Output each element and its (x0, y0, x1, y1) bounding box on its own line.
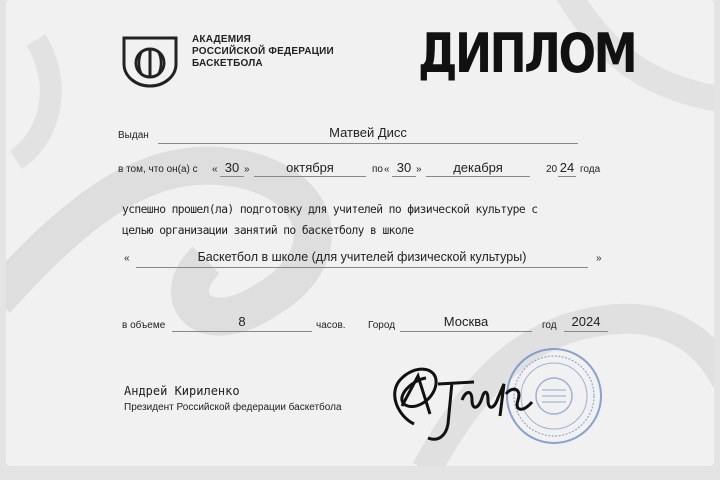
diploma-sheet (6, 0, 714, 466)
end-month-underline (426, 176, 530, 177)
city-value: Москва (443, 314, 489, 329)
year-detail-value: 2024 (571, 314, 601, 329)
org-line-3: БАСКЕТБОЛА (192, 58, 263, 69)
start-day-quote-open: « (212, 164, 218, 175)
year-label: года (580, 164, 601, 175)
period-prefix: в том, что он(а) с (118, 164, 198, 175)
recipient-name: Матвей Дисс (329, 125, 407, 140)
start-month: октября (286, 160, 334, 175)
start-day-underline (220, 176, 244, 177)
org-line-2: РОССИЙСКОЙ ФЕДЕРАЦИИ (192, 46, 334, 57)
end-day-underline (392, 176, 416, 177)
diploma-title: ДИПЛОМ (418, 22, 636, 85)
start-day: 30 (224, 160, 240, 175)
city-label: Город (368, 320, 396, 331)
year-suffix-underline (558, 176, 576, 177)
end-day-quote-open: « (384, 164, 390, 175)
program-name: Баскетбол в школе (для учителей физической культуры) (197, 250, 527, 264)
body-text-line-1: успешно прошел(ла) подготовку для учителей по физической культуре с (122, 203, 538, 216)
body-text-line-2: целью организации занятий по баскетболу в школе (122, 224, 414, 237)
start-day-quote-close: » (244, 164, 250, 175)
hours-underline (172, 331, 312, 332)
end-day: 30 (396, 160, 412, 175)
hours-value: 8 (238, 314, 246, 329)
organization-name (192, 34, 334, 70)
program-quote-open: « (124, 253, 130, 264)
issued-label: Выдан (118, 130, 149, 141)
end-month: декабря (453, 160, 503, 175)
recipient-underline (158, 143, 578, 144)
signer-role: Президент Российской федерации баскетбола (124, 402, 342, 413)
start-month-underline (254, 176, 366, 177)
year-prefix: 20 (546, 164, 558, 175)
org-line-1: АКАДЕМИЯ (192, 34, 252, 45)
signer-name: Андрей Кириленко (124, 384, 240, 398)
program-quote-close: » (596, 253, 602, 264)
year-detail-label: год (542, 320, 557, 331)
city-underline (400, 331, 532, 332)
hours-label: часов. (316, 320, 346, 331)
signature (378, 354, 538, 450)
year-suffix: 24 (559, 160, 575, 175)
to-label: по (372, 164, 383, 175)
basketball-academy-logo (120, 34, 180, 90)
program-underline (136, 267, 588, 268)
end-day-quote-close: » (416, 164, 422, 175)
volume-label: в объеме (122, 320, 166, 331)
year-detail-underline (564, 331, 608, 332)
